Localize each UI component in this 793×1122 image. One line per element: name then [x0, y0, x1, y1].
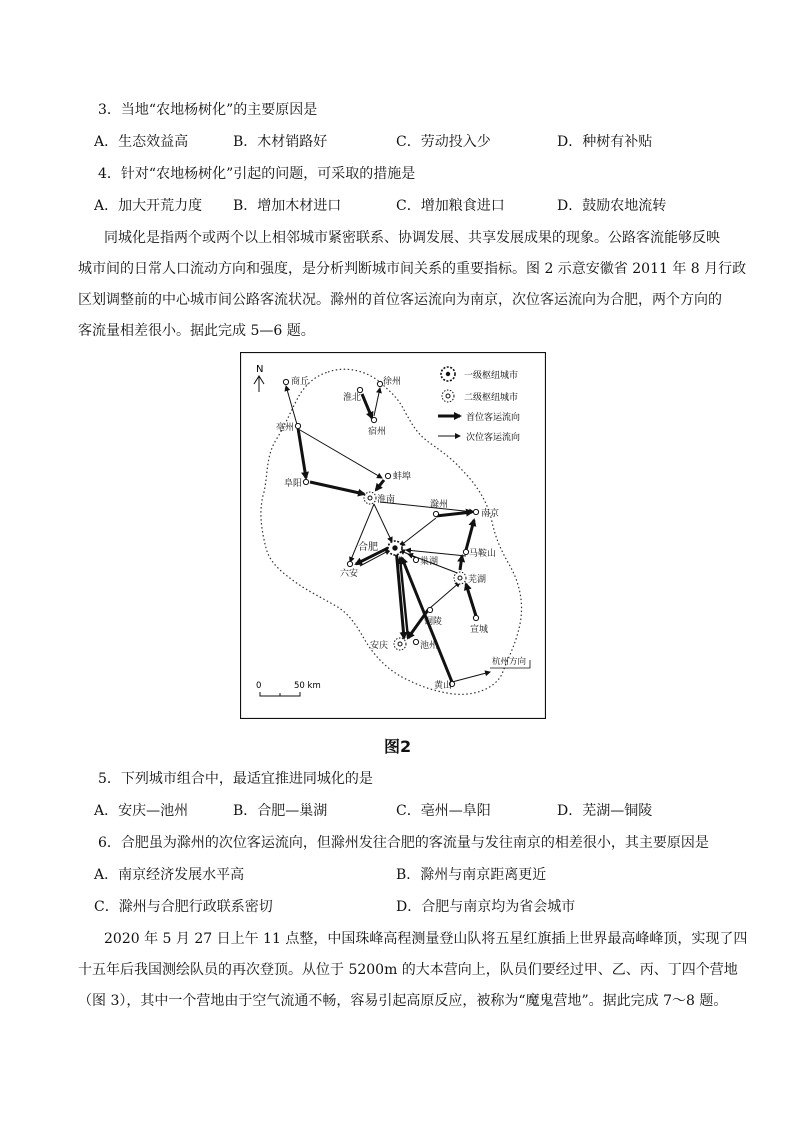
city-maanshan-marker	[463, 549, 468, 554]
city-huaibei-label: 淮北	[343, 393, 362, 403]
city-xuancheng-marker	[473, 615, 478, 620]
question-3-stem: 3．当地“农地杨树化”的主要原因是	[98, 102, 318, 118]
city-bozhou-marker	[295, 423, 300, 428]
city-bengbu-marker	[385, 473, 390, 478]
question-6-option-c: C．滁州与合肥行政联系密切	[94, 899, 273, 915]
scale-distance: 50 km	[294, 681, 321, 691]
city-anqing-marker	[394, 638, 406, 650]
city-tongling-label: 铜陵	[424, 617, 443, 627]
figure-2-caption: 图2	[384, 737, 412, 756]
city-luan-marker	[347, 561, 352, 566]
passage-1-line-1: 同城化是指两个或两个以上相邻城市紧密联系、协调发展、共享发展成果的现象。公路客流能够反映	[104, 230, 720, 246]
question-4-option-a: A．加大开荒力度	[94, 198, 203, 214]
city-chizhou-label: 池州	[420, 641, 439, 651]
question-6-option-b: B．滁州与南京距离更近	[396, 867, 547, 883]
city-xuzhou-label: 徐州	[383, 377, 402, 387]
city-maanshan-label: 马鞍山	[469, 549, 497, 559]
question-6-option-a: A．南京经济发展水平高	[94, 867, 245, 883]
legend-secondary-flow: 次位客运流向	[466, 433, 521, 443]
city-fuyang-marker	[303, 479, 308, 484]
city-wuhu-label: 芜湖	[468, 575, 487, 585]
passage-2-line-1: 2020 年 5 月 27 日上午 11 点整，中国珠峰高程测量登山队将五星红旗插上世界最高峰峰顶，实现了四	[104, 931, 748, 947]
city-nanjing-marker	[473, 509, 478, 514]
question-3-option-c: C．劳动投入少	[396, 134, 491, 150]
city-huainan-marker	[364, 492, 376, 504]
hangzhou-direction-label: 杭州方向	[492, 657, 527, 667]
city-xuzhou-marker	[377, 381, 382, 386]
city-chuzhou-marker	[433, 511, 438, 516]
passage-1-line-4: 客流量相差很小。据此完成 5—6 题。	[78, 323, 315, 339]
city-xuancheng-label: 宣城	[470, 625, 489, 635]
scale-zero: 0	[256, 681, 262, 691]
city-huainan-label: 淮南	[377, 495, 396, 505]
city-bengbu-label: 蚌埠	[393, 472, 412, 482]
city-bozhou-label: 亳州	[276, 423, 295, 433]
question-3-option-d: D．种树有补贴	[557, 134, 653, 150]
city-chaohu-marker	[413, 557, 418, 562]
city-hefei-label: 合肥	[358, 542, 378, 553]
question-6-option-d: D．合肥与南京均为省会城市	[396, 899, 576, 915]
city-chizhou-marker	[413, 639, 418, 644]
city-suzhou-marker	[371, 417, 376, 422]
city-chaohu-label: 巢湖	[420, 557, 439, 567]
city-luan-label: 六安	[340, 569, 359, 579]
flow-wuhu-maanshan	[460, 556, 462, 570]
question-5-option-d: D．芜湖—铜陵	[557, 803, 653, 819]
question-5-option-c: C．亳州—阜阳	[396, 803, 491, 819]
question-5-option-b: B．合肥—巢湖	[233, 803, 328, 819]
city-shangqiu-label: 商丘	[291, 377, 310, 387]
question-5-stem: 5．下列城市组合中，最适宜推进同城化的是	[98, 771, 373, 787]
passage-1-line-2: 城市间的日常人口流动方向和强度，是分析判断城市间关系的重要指标。图 2 示意安徽省 2011 年 8 月行政	[78, 261, 747, 277]
city-chuzhou-label: 滁州	[430, 500, 449, 510]
city-shangqiu-marker	[283, 379, 288, 384]
question-4-option-d: D．鼓励农地流转	[557, 198, 667, 214]
city-wuhu-marker	[454, 572, 466, 584]
city-suzhou-label: 宿州	[368, 427, 387, 437]
legend-primary-hub: 一级枢纽城市	[464, 371, 519, 381]
city-huaibei-marker	[357, 387, 362, 392]
north-label: N	[256, 364, 264, 375]
question-5-option-a: A．安庆—池州	[94, 803, 189, 819]
passage-2-line-3: （图 3），其中一个营地由于空气流通不畅，容易引起高原反应，被称为“魔鬼营地”。据此完成 7～8 题。	[78, 993, 728, 1009]
question-6-stem: 6．合肥虽为滁州的次位客运流向，但滁州发往合肥的客流量与发往南京的相差很小，其主要原因是	[98, 835, 709, 851]
city-nanjing-label: 南京	[481, 509, 500, 519]
question-4-option-b: B．增加木材进口	[233, 198, 342, 214]
city-tongling-marker	[427, 607, 432, 612]
question-3-option-b: B．木材销路好	[233, 134, 328, 150]
legend-primary-flow: 首位客运流向	[466, 413, 521, 423]
city-huangshan-label: 黄山	[434, 681, 453, 691]
figure-2-map	[240, 352, 546, 719]
city-anqing-label: 安庆	[370, 641, 389, 651]
question-4-stem: 4．针对“农地杨树化”引起的问题，可采取的措施是	[98, 166, 416, 182]
question-3-option-a: A．生态效益高	[94, 134, 189, 150]
passage-1-line-3: 区划调整前的中心城市间公路客流状况。滁州的首位客运流向为南京，次位客运流向为合肥，两个方向的	[78, 292, 722, 308]
question-4-option-c: C．增加粮食进口	[396, 198, 505, 214]
passage-2-line-2: 十五年后我国测绘队员的再次登顶。从位于 5200m 的大本营向上，队员们要经过甲、乙、丙、丁四个营地	[78, 962, 738, 978]
city-fuyang-label: 阜阳	[284, 479, 303, 489]
legend-secondary-hub: 二级枢纽城市	[464, 393, 519, 403]
